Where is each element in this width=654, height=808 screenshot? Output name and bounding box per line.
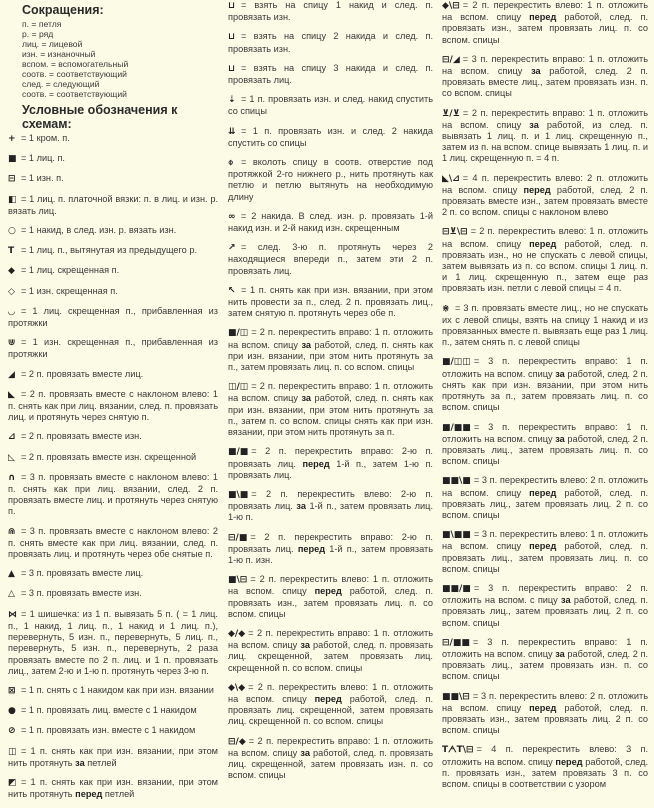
k3tog-icon: ▲: [8, 569, 15, 580]
legend-entry: [228, 0, 433, 23]
pulled-stitch-icon: T: [8, 246, 15, 257]
legend-text: = 1 п. провязать изн. и след. 2 накида спустить со спицы: [228, 125, 433, 148]
legend-text-tail: работой, след. п. провязать лиц., затем провязать лиц. п. со вспом. спицы: [442, 541, 648, 574]
legend-text-tail: работой, след. п. провязать лиц. скрещенной, затем провязать лиц. скрещенной п. со вспом. спицы: [228, 640, 433, 673]
legend-entry: [442, 744, 648, 790]
legend-text: = 1 лиц. п. платочной вязки: п. в лиц. и изн. р. вязать лиц.: [8, 193, 218, 216]
legend-entry: [442, 356, 648, 413]
legend-entry: [228, 682, 433, 728]
legend-text: = 1 лиц. п.: [21, 153, 65, 164]
legend-emphasis: за: [555, 648, 565, 659]
legend-text: = 2 п. провязать вместе изн.: [21, 431, 142, 442]
legend-entry: [228, 327, 433, 373]
legend-text: = 1 п. снять с 1 накидом как при изн. вязании: [21, 684, 214, 695]
legend-entry: [442, 0, 648, 46]
legend-text: = вколоть спицу в соотв. отверстие под протяжкой 2-го нижнего р., нить протянуть как петлю и петлю вытянуть на необходимую длину: [228, 157, 433, 202]
legend-entry: [8, 746, 218, 769]
legend-emphasis: за: [301, 339, 312, 350]
legend-text: = 2 п. перекрестить вправо: 2-ю п. провязать лиц.: [228, 531, 433, 554]
legend-emphasis: за: [529, 119, 539, 130]
p2tog-icon: ⊿: [8, 432, 16, 443]
legend-emphasis: перед: [302, 458, 330, 469]
legend-entry: [8, 705, 218, 717]
legend-text-tail: работой, след. п. снять как при изн. вязании, при этом нить протянуть за п., затем провязать лиц. п. со вспом. спицы: [228, 339, 433, 373]
cross-right-2slip-icon: ◫/◫: [228, 382, 249, 393]
legend-emphasis: перед: [529, 702, 557, 713]
legend-entry: [8, 526, 218, 561]
legend-text: = 3 п. перекрестить вправо: 2 п. отложить на вспом. с пицу: [442, 582, 648, 606]
legend-text: = 1 п. снять как при изн. вязании, при этом нить провести за п., след. 2 п. провязать лиц., затем снятую п. протянуть через обе п.: [228, 284, 433, 319]
legend-entry: [8, 306, 218, 329]
cross-left-twisted-purl-icon: ◆\⊟: [442, 1, 460, 11]
column-1: [8, 0, 218, 808]
column-2: [228, 0, 433, 789]
legend-text-tail: работой, след. 2 п. провязать лиц., затем провязать изн. п. со вспом. спицы: [442, 648, 648, 682]
abbreviation-item: след. = следующий: [22, 79, 100, 89]
legend-entry: [228, 381, 433, 438]
legend-entry: [442, 173, 648, 219]
column-3: [442, 0, 648, 798]
legend-entry: [8, 245, 218, 257]
cross-left-back-icon: ■\■: [228, 489, 249, 500]
legend-entry: [8, 286, 218, 298]
legend-text-tail: работой, след. п. провязать изн., затем провязать лиц. п. со вспом. спицы: [228, 586, 433, 619]
legend-emphasis: перед: [555, 756, 583, 767]
legend-text: = 1 лиц. п., вытянутая из предыдущего р.: [21, 245, 197, 256]
legend-entry: [442, 303, 648, 349]
legend-title: Условные обозначения к схемам:: [22, 103, 178, 131]
legend-text-tail: 1-й п., затем провязать лиц. 1-ю п.: [228, 501, 433, 523]
legend-entry: [8, 568, 218, 580]
legend-text: = взять на спицу 1 накид и след. п. провязать изн.: [228, 0, 433, 23]
legend-text: = 3 п. перекрестить влево: 2 п. отложить на вспом. спицу: [442, 475, 648, 498]
legend-entry: [8, 609, 218, 677]
cross-right-front-icon: ■/■: [228, 447, 249, 458]
pass-over-left-icon: ↖: [228, 285, 236, 296]
legend-text: = 1 п. провязать лиц. вместе с 1 накидом: [21, 705, 197, 716]
elongated-loop-icon: ⌽: [228, 158, 234, 169]
legend-text: = 3 п. провязать вместе лиц.: [21, 568, 144, 579]
double-yo-icon: ∞: [228, 211, 236, 222]
legend-entry: [228, 94, 433, 117]
abbreviation-item: соотв. = соответствующий: [22, 89, 127, 99]
cross-left-1-2-icon: ■\■■: [442, 530, 471, 541]
legend-emphasis: перед: [75, 789, 103, 800]
abbreviation-item: соотв. = соответствующий: [22, 69, 127, 79]
legend-entry: [8, 725, 218, 737]
knit-with-yo-icon: ●: [8, 706, 16, 717]
legend-text-tail: работой, след. п. провязать лиц., затем провязать лиц. 2 п. со вспом. спицы: [442, 487, 648, 520]
legend-entry: [228, 736, 433, 782]
legend-entry: [442, 422, 648, 468]
legend-entry: [8, 369, 218, 381]
legend-emphasis: за: [300, 747, 310, 758]
legend-entry: [228, 628, 433, 674]
legend-entry: [8, 153, 218, 165]
sk2p-icon: ∩: [8, 472, 16, 483]
cross-left-purl-2-1-icon: ■■\⊟: [442, 691, 470, 702]
twisted-purl-icon: ◇: [8, 286, 15, 297]
increase-purl-icon: ⋓: [8, 338, 16, 349]
legend-text: = 3 п. перекрестить вправо: 1 п. отложить на вспом. спицу: [442, 636, 648, 659]
legend-entry: [8, 588, 218, 600]
legend-emphasis: перед: [314, 586, 342, 597]
drop-2-yo-icon: ⇊: [228, 126, 236, 137]
cross-right-increase-icon: ⊻/⊻: [442, 108, 460, 119]
legend-text: = 2 п. перекрестить влево: 2-ю п. провязать лиц.: [228, 488, 433, 512]
legend-text: = взять на спицу 3 накида и след. п. провязать лиц.: [228, 62, 433, 86]
legend-entry: [8, 389, 218, 424]
legend-entry: [228, 126, 433, 149]
legend-text-tail: 1-й п., затем провязать 1-ю п. изн.: [228, 543, 433, 565]
legend-text: = 4 п. перекрестить влево: 2 п. отложить на вспом. спицу: [442, 172, 648, 195]
ssk-icon: ◣: [8, 389, 15, 400]
legend-entry: [8, 777, 218, 800]
legend-entry: [8, 173, 218, 185]
legend-entry: [8, 431, 218, 443]
legend-text-tail: 1-й п., затем 1-ю п. провязать лиц.: [228, 458, 433, 480]
legend-text: = 1 п. снять как при изн. вязании, при этом нить протянуть: [8, 776, 218, 800]
cross-left-3-1-icon: TᗅT\⊟: [442, 745, 474, 756]
cross-left-2-1-icon: ■■\■: [442, 476, 471, 487]
cross-left-4st-icon: ◣\⊿: [442, 173, 460, 184]
legend-entry: [8, 194, 218, 217]
garter-stitch-icon: ◧: [8, 194, 17, 205]
legend-text: = 2 п. провязать вместе с наклоном влево: 1 п. снять как при лиц. вязании, след. п. провязать лиц. и протянуть через снятую п.: [8, 388, 218, 423]
legend-text: = 3 п. перекрестить вправо: 1 п. отложить на вспом. спицу: [442, 53, 648, 77]
legend-entry: [442, 691, 648, 737]
cross-left-twisted-icon: ◆\◆: [228, 682, 246, 693]
legend-entry: [228, 489, 433, 524]
legend-text: = 3 п. перекрестить влево: 1 п. отложить на вспом. спицу: [442, 529, 648, 552]
legend-text-tail: работой, след. 2 п. снять как при изн. вязании, при этом нить протянуть за п., затем провязать лиц. п. со вспом. спицы: [442, 368, 648, 413]
legend-entry: [442, 529, 648, 575]
legend-text-tail: работой, след. п. провязать лиц., затем провязать лиц. 2 п. со вспом. спицы: [442, 595, 648, 628]
cross-right-twisted-icon: ◆/◆: [228, 628, 246, 639]
cross-right-purl-1-2-icon: ⊟/■■: [442, 637, 470, 648]
legend-text: = 2 п. перекрестить влево: 1 п. отложить на вспом. спицу: [228, 574, 433, 597]
legend-entry: [8, 225, 218, 237]
p3tog-icon: △: [8, 589, 15, 600]
legend-text: = 3 п. провязать вместе изн.: [21, 588, 142, 599]
legend-text: = 1 п. снять как при изн. вязании, при этом нить протянуть: [8, 745, 218, 768]
legend-entry: [8, 337, 218, 360]
cross-left-purl-icon: ■\⊟: [228, 575, 248, 586]
abbreviation-item: изн. = изнаночный: [22, 49, 96, 59]
legend-text: = 2 п. провязать вместе изн. скрещенной: [21, 451, 197, 462]
cross-right-purl-icon: ⊟/■: [228, 532, 248, 543]
legend-emphasis: перед: [523, 184, 551, 195]
legend-emphasis: за: [75, 757, 85, 768]
legend-emphasis: за: [561, 595, 571, 606]
legend-entry: [228, 532, 433, 567]
legend-emphasis: за: [555, 368, 565, 379]
legend-emphasis: перед: [529, 238, 557, 249]
legend-entry: [8, 452, 218, 464]
legend-entry: [228, 31, 433, 54]
cross-right-1-2-icon: ■/■■: [442, 422, 471, 433]
legend-text: = 1 накид, в след. изн. р. вязать изн.: [21, 225, 177, 236]
slip-with-yo-icon: ⊠: [8, 685, 16, 696]
legend-text: = 1 п. провязать изн. вместе с 1 накидом: [21, 725, 196, 736]
legend-text: = 2 п. перекрестить влево: 1 п. отложить на вспом. спицу: [228, 681, 433, 704]
legend-text: = 2 п. перекрестить вправо: 1 п. отложить на вспом. спицу: [442, 107, 648, 130]
legend-text: = 3 п. перекрестить вправо: 1 п. отложить на вспом. спицу: [442, 421, 648, 444]
legend-text-tail: петлей: [84, 757, 117, 768]
p2tog-tbl-icon: ◺: [8, 452, 15, 463]
legend-emphasis: перед: [314, 693, 342, 704]
legend-entry: [228, 446, 433, 481]
abbreviations-title: Сокращения:: [22, 3, 104, 17]
legend-entry: [442, 637, 648, 683]
legend-text: = 2 п. перекрестить влево: 1 п. отложить на вспом. спицу: [442, 0, 648, 23]
legend-text: = 2 п. перекрестить вправо: 1 п. отложить на вспом. спицу: [228, 735, 433, 758]
legend-emphasis: за: [300, 640, 310, 651]
legend-text: = 2 п. перекрестить вправо: 1 п. отложить на вспом. спицу: [228, 627, 433, 651]
legend-text: = 2 накида. В след. изн. р. провязать 1-й накид изн. и 2-й накид изн. скрещенным: [228, 210, 433, 234]
abbreviations-list: [8, 19, 218, 99]
legend-text: = 3 п. перекрестить вправо: 1 п. отложить на вспом. спицу: [442, 356, 648, 379]
cross-left-increase-icon: ⊟⊻\⊟: [442, 227, 468, 238]
legend-text: = 1 изн. скрещенная п., прибавленная из протяжки: [8, 337, 218, 360]
legend-emphasis: перед: [529, 541, 557, 552]
knit-stitch-icon: ■: [8, 154, 17, 165]
abbreviation-item: п. = петля: [22, 19, 62, 29]
legend-emphasis: за: [296, 501, 306, 512]
yarn-over-icon: ○: [8, 226, 16, 237]
twisted-knit-icon: ◆: [8, 266, 15, 277]
edge-stitch-icon: +: [8, 134, 16, 144]
legend-text: = 1 лиц. скрещенная п.: [21, 265, 120, 276]
abbreviation-item: лиц. = лицевой: [22, 39, 83, 49]
legend-emphasis: за: [301, 393, 312, 404]
legend-emphasis: за: [531, 66, 541, 77]
legend-text: = 1 кром. п.: [21, 133, 70, 143]
legend-text: = взять на спицу 2 накида и след. п. провязать изн.: [228, 31, 433, 54]
pass-over-right-icon: ↗: [228, 243, 236, 254]
legend-entry: [228, 285, 433, 320]
legend-text: = 3 п. провязать вместе лиц., но не спускать их с левой спицы, взять на спицу 1 накид и из провязанных вместе п. вывязать еще раз 1 лиц. п., затем снять п. с левой спицы: [442, 302, 648, 348]
legend-text: = 2 п. перекрестить влево: 1 п. отложить на вспом. спицу: [442, 226, 648, 249]
slip-wyif-icon: ◩: [8, 777, 17, 788]
cross-right-twisted-purl-icon: ⊟/◆: [228, 736, 246, 747]
legend-text-tail: работой, след. п. провязать изн., затем провязать 3 п. со вспом. спицы в соответствии с узором: [442, 756, 649, 789]
legend-text: = 1 п. провязать изн. и след. накид спустить со спицы: [228, 94, 433, 117]
legend-text: = 1 изн. п.: [21, 173, 64, 184]
legend-entry: [228, 63, 433, 86]
increase-knit-icon: ◡: [8, 306, 15, 317]
legend-entry: [442, 583, 648, 629]
purl-stitch-icon: ⊟: [8, 174, 16, 185]
legend-entry: [8, 133, 218, 145]
legend-text: = 1 лиц. скрещенная п., прибавленная из протяжки: [8, 305, 218, 329]
legend-entry: [228, 574, 433, 620]
slip-wyib-icon: ◫: [8, 746, 17, 757]
legend-text: = 3 п. провязать вместе с наклоном влево: 1 п. снять как при лиц. вязании, след. 2 п. провязать вместе лиц. и протянуть через снятую п.: [8, 471, 218, 517]
legend-text-tail: работой, след. п. провязать изн., затем провязать лиц. 2 п. со вспом. спицы: [442, 702, 648, 736]
legend-entry: [228, 157, 433, 203]
take-1-yo-icon: ⊔: [228, 1, 236, 11]
legend-text-tail: работой, след. п. провязать лиц. скрещенной, затем провязать изн. п. со вспом. спицы: [228, 747, 433, 781]
take-3-yo-icon: ⊔: [228, 63, 236, 74]
legend-text: = 2 п. провязать вместе лиц.: [21, 368, 144, 379]
sssk-icon: ⋒: [8, 526, 16, 537]
legend-text-tail: работой, след. 2 п. провязать лиц., затем провязать лиц. п. со вспом. спицы: [442, 433, 648, 467]
legend-list-2: [228, 0, 433, 781]
legend-entry: [442, 475, 648, 521]
legend-entry: [8, 685, 218, 697]
legend-entry: [228, 211, 433, 234]
legend-entry: [228, 242, 433, 277]
drop-yo-icon: ⇣: [228, 95, 236, 106]
bobble-icon: ⋈: [8, 609, 17, 620]
legend-text-tail: работой, след. 2 п. провязать вместе изн., затем провязать вместе 2 п. со вспом. спицы с наклоном влево: [442, 184, 648, 218]
abbreviation-item: р. = ряд: [22, 29, 54, 39]
take-2-yo-icon: ⊔: [228, 32, 236, 43]
legend-text: = 2 п. перекрестить вправо: 1 п. отложить на вспом. спицу: [228, 327, 433, 350]
legend-emphasis: за: [555, 433, 565, 444]
legend-text-tail: петлей: [102, 789, 135, 800]
purl-with-yo-icon: ⊘: [8, 726, 16, 737]
cross-right-3st-slip-icon: ■/◫◫: [442, 357, 471, 368]
legend-text: = 3 п. перекрестить влево: 2 п. отложить на вспом. спицу: [442, 690, 648, 713]
legend-text: = 4 п. перекрестить влево: 3 п. отложить на вспом. спицу: [442, 744, 648, 767]
legend-entry: [8, 472, 218, 518]
legend-text-tail: работой, след. п. провязать изн., но не спускать с левой спицы, затем вывязать из п. со вспом. спицы 1 лиц. п. и 1 лиц. скрещенную п., затем еще раз провязать изн. петли с левой спицы = 4 п.: [442, 238, 648, 294]
legend-text: = 1 изн. скрещенная п.: [21, 285, 118, 296]
cross-right-k2tog-icon: ⊟/◢: [442, 54, 460, 65]
cross-right-2-1-icon: ■■/■: [442, 583, 471, 594]
legend-entry: [442, 54, 648, 100]
legend-list-3: [442, 0, 648, 790]
legend-entry: [442, 108, 648, 165]
legend-text-tail: работой, из след. п. вывязать 1 лиц. п. и 1 лиц. скрещенную п., затем из п. на вспом. спице вывязать 1 лиц. п. и 1 лиц. скрещенную п. = 4 п.: [442, 119, 648, 164]
legend-text: = 2 п. перекрестить вправо: 2-ю п. провязать лиц.: [228, 446, 433, 469]
legend-emphasis: перед: [529, 487, 557, 498]
k3tog-yo-icon: ⋇: [442, 303, 450, 314]
legend-emphasis: перед: [297, 543, 326, 554]
legend-text: = 3 п. провязать вместе с наклоном влево: 2 п. снять вместе как при лиц. вязании, след. п. провязать лиц. и протянуть через обе снятые п.: [8, 525, 218, 560]
legend-text-tail: работой, след. 2 п. провязать вместе лиц., затем провязать изн. п. со вспом. спицы: [442, 66, 648, 99]
legend-emphasis: перед: [529, 12, 557, 23]
legend-entry: [8, 265, 218, 277]
k2tog-icon: ◢: [8, 369, 15, 380]
legend-text-tail: работой, след. п. провязать изн., затем провязать лиц. п. со вспом. спицы: [442, 12, 648, 45]
legend-text: = 2 п. перекрестить вправо: 1 п. отложить на вспом. спицу: [228, 381, 433, 404]
legend-text-tail: работой, след. п. снять как при изн. вязании, при этом нить протянуть за п., затем п. со вспом. спицы снять как при изн. вязании, при этом нить протянуть за п.: [228, 393, 433, 438]
legend-entry: [442, 226, 648, 294]
legend-text-tail: работой, след. п. провязать лиц. скрещенной, затем провязать лиц. скрещенной п. со вспом. спицы: [228, 693, 433, 727]
cross-right-slip-icon: ■/◫: [228, 328, 249, 339]
legend-text: = 1 шишечка: из 1 п. вывязать 5 п. ( = 1 лиц. п., 1 накид, 1 лиц. п., 1 накид и 1 лиц. п.), перевернуть, 5 изн. п., перевернуть, 5 лиц. п., перевернуть, 5 изн. п., перевернуть, 2 раза провязать вместе по 2 п. лиц. и 1 п. провязать лиц., затем 2-ю и 1-ю п. протянуть через 3-ю п.: [8, 608, 218, 676]
legend-list-1: [8, 133, 218, 800]
abbreviation-item: вспом. = вспомогательный: [22, 59, 129, 69]
legend-text: = след. 3-ю п. протянуть через 2 находящиеся впереди п., затем эти 2 п. провязать лиц.: [228, 242, 433, 276]
